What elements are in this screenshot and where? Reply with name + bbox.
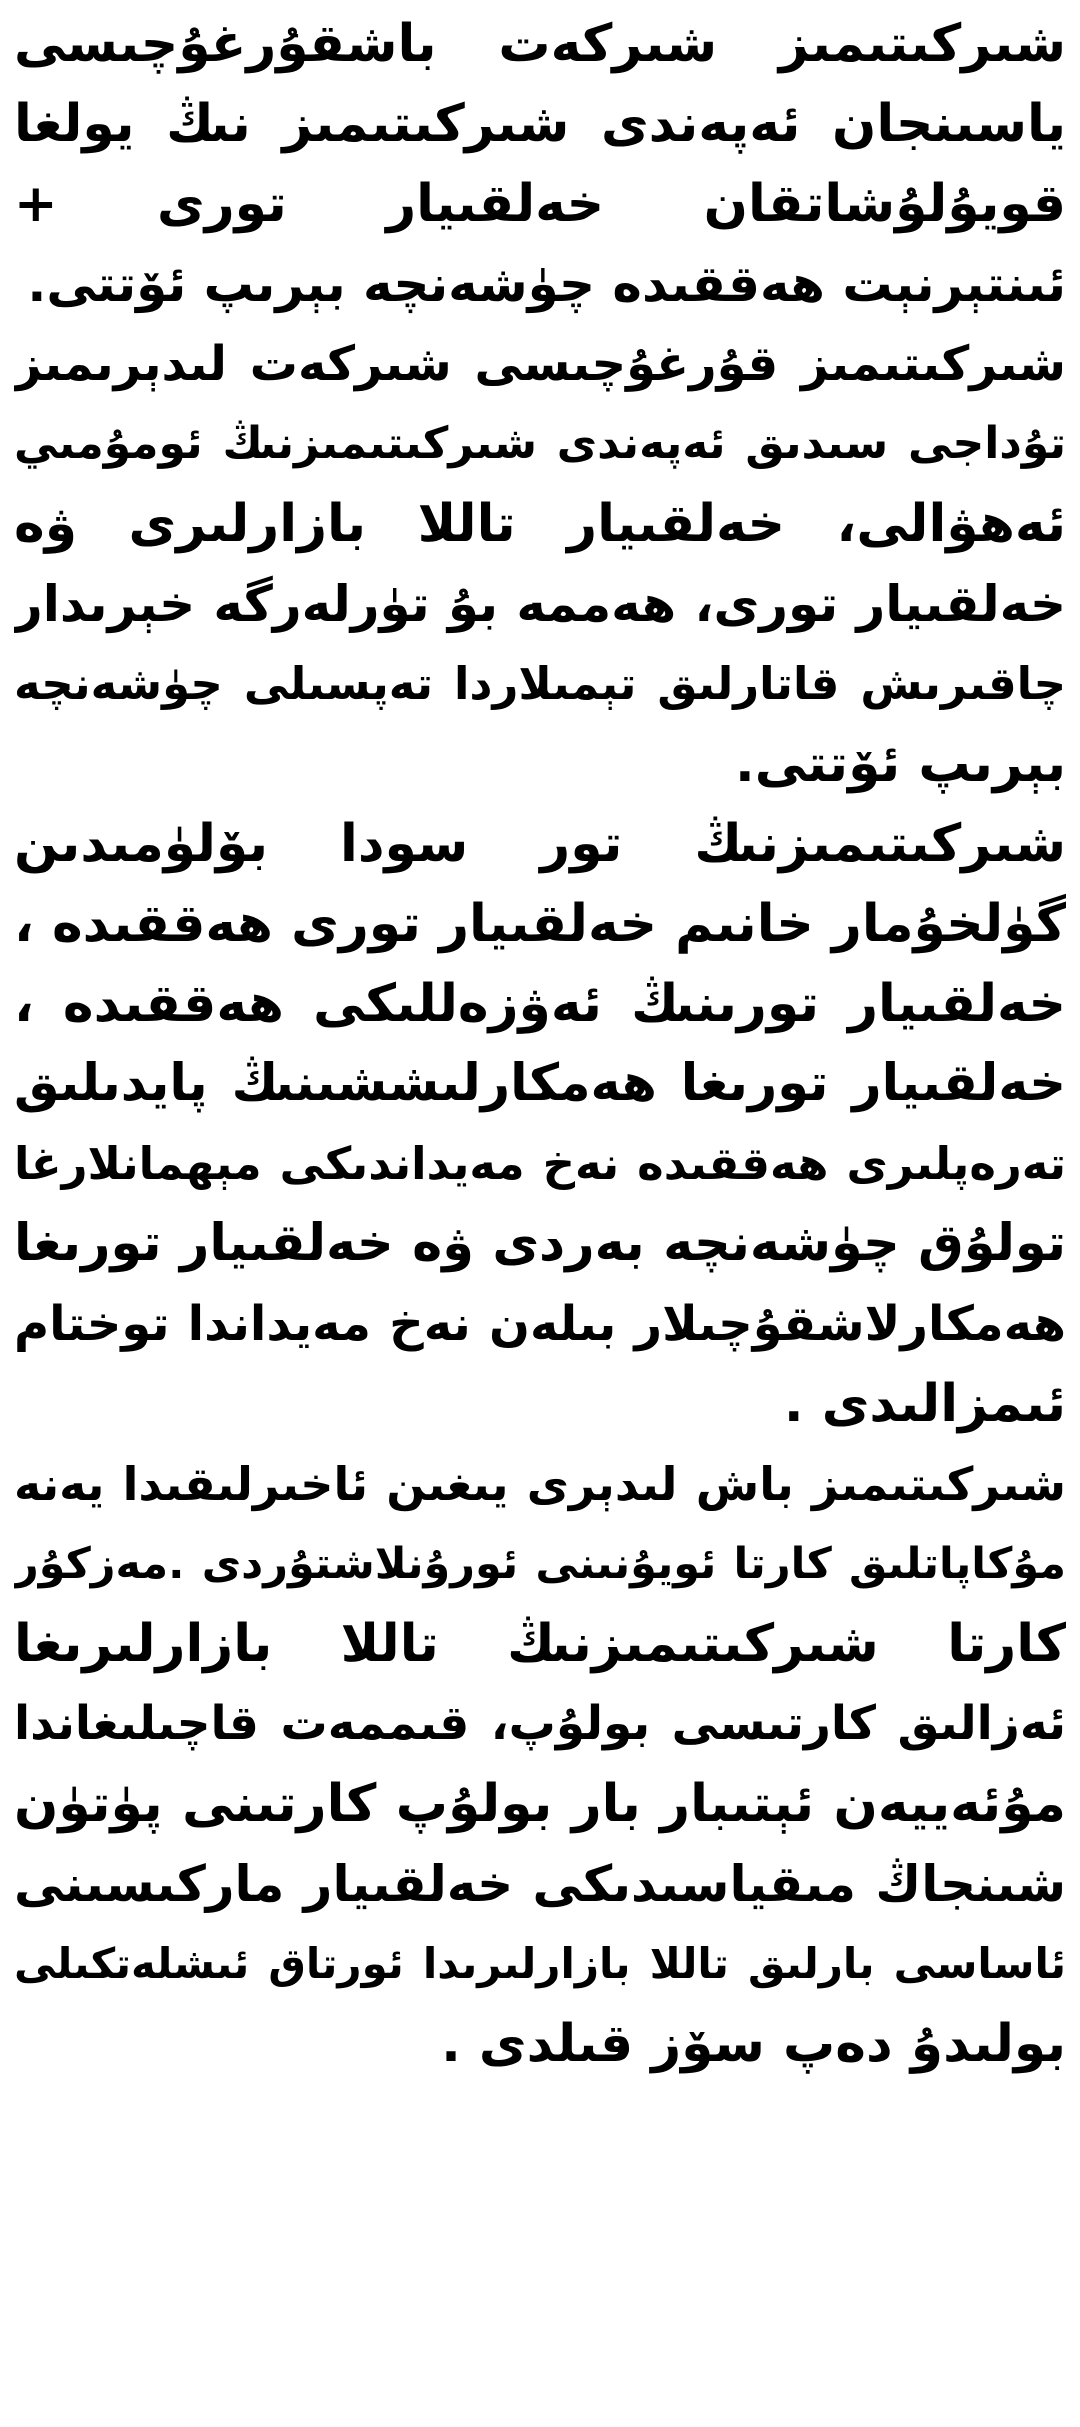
paragraph-3: [14, 804, 1066, 1444]
paragraph-2: [14, 324, 1066, 804]
text-line: شىركىتىمىزنىڭ تور سودا بۆلۈمىدىن: [14, 814, 1066, 874]
text-line: شىركىتىمىز شىركەت باشقۇرغۇچىسى: [14, 14, 1066, 74]
text-line: گۈلخۇمار خانىم خەلقىيار تورى ھەققىدە ،: [14, 894, 1066, 954]
text-line: خەلقىيار تورىنىڭ ئەۋزەللىكى ھەققىدە ،: [14, 974, 1066, 1034]
text-line: خەلقىيار تورىغا ھەمكارلىششىنىڭ پايدىلىق: [14, 1054, 1066, 1113]
text-line: بولىدۇ دەپ سۆز قىلدى .: [441, 2014, 1066, 2074]
text-line: شىنجاڭ مىقياسىدىكى خەلقىيار ماركىسىنى: [14, 1855, 1066, 1913]
text-line: مۇكاپاتلىق كارتا ئويۇنىنى ئورۇنلاشتۇردى .مەزكۇر: [14, 1539, 1066, 1589]
text-line: تولۇق چۈشەنچە بەردى ۋە خەلقىيار تورىغا: [14, 1214, 1066, 1273]
text-line: ھەمكارلاشقۇچىلار بىلەن نەخ مەيداندا توختام: [14, 1296, 1066, 1352]
text-line: ياسىنجان ئەپەندى شىركىتىمىز نىڭ يولغا: [14, 94, 1066, 154]
text-line: مۇئەييەن ئېتىبار بار بولۇپ كارتىنى پۈتۈن: [14, 1774, 1066, 1834]
text-line: ئەزالىق كارتىسى بولۇپ، قىممەت قاچىلىغاندا: [14, 1696, 1066, 1751]
paragraph-1: [14, 4, 1066, 324]
text-line: ئەھۋالى، خەلقىيار تاللا بازارلىرى ۋە: [14, 494, 1066, 554]
text-line: شىركىتىمىز باش لىدېرى يىغىن ئاخىرلىقىدا يەنە: [14, 1457, 1066, 1511]
text-line: تۇداجى سىدىق ئەپەندى شىركىتىمىزنىڭ ئومۇمىي: [14, 418, 1066, 469]
paragraph-4: [14, 1444, 1066, 2084]
text-line: ئىنتېرنېت ھەققىدە چۈشەنچە بېرىپ ئۆتتى.: [27, 255, 1066, 313]
text-line: خەلقىيار تورى، ھەممە بۇ تۈرلەرگە خېرىدار: [14, 575, 1066, 633]
text-line: چاقىرىش قاتارلىق تېمىلاردا تەپسىلى چۈشەنچە: [14, 657, 1066, 710]
text-line: تەرەپلىرى ھەققىدە نەخ مەيداندىكى مېھمانلارغا: [14, 1137, 1066, 1190]
text-line: بېرىپ ئۆتتى.: [734, 734, 1066, 794]
text-line: ئاساسى بارلىق تاللا بازارلىرىدا ئورتاق ئىشلەتكىلى: [14, 1939, 1066, 1988]
text-line: شىركىتىمىز قۇرغۇچىسى شىركەت لىدېرىمىز: [14, 336, 1066, 392]
text-line: ئىمزالىدى .: [783, 1374, 1066, 1434]
text-line: قويۇلۇشاتقان خەلقىيار تورى +: [14, 174, 1066, 234]
text-line: كارتا شىركىتىمىزنىڭ تاللا بازارلىرىغا: [14, 1614, 1066, 1674]
